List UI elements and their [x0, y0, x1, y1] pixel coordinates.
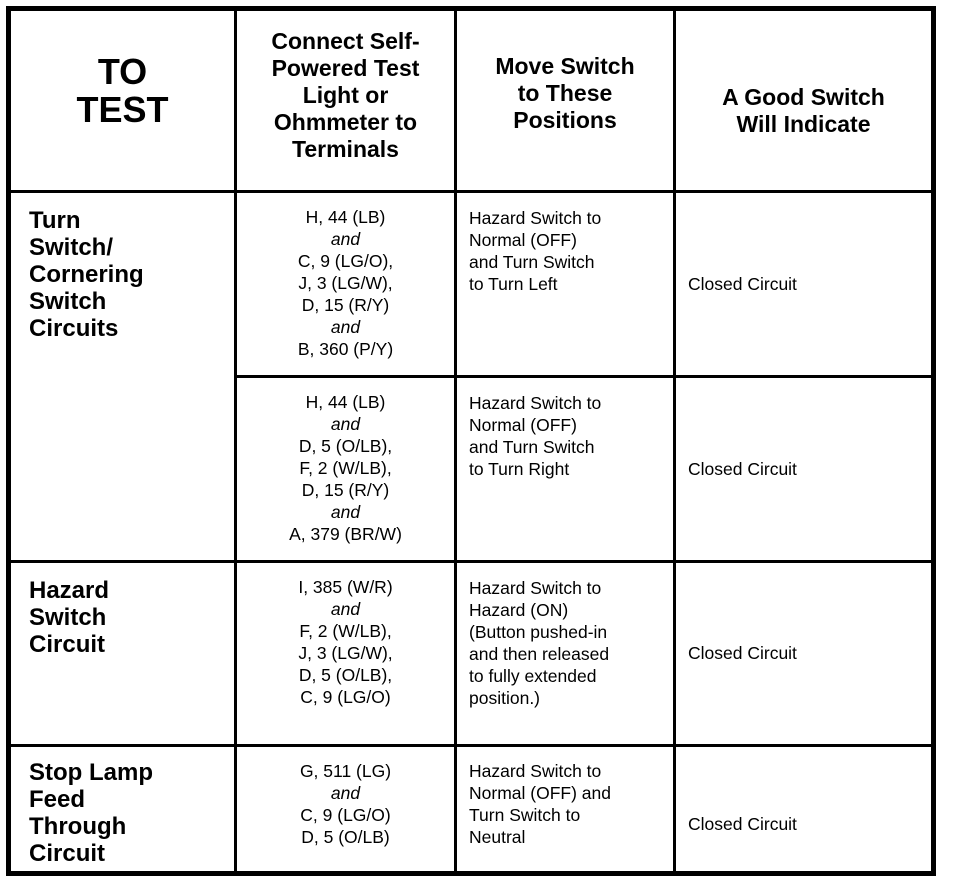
terminal-line: and: [330, 599, 361, 619]
terminals-cell: [237, 378, 454, 560]
position-line: Hazard (ON): [469, 600, 569, 620]
result-text: Closed Circuit: [688, 458, 797, 479]
result-cell: [676, 747, 931, 871]
header-connect: [237, 11, 454, 190]
header-move-switch: [457, 11, 673, 190]
terminal-line: D, 15 (R/Y): [301, 480, 390, 500]
header-line: to These: [517, 80, 613, 106]
position-line: to fully extended: [469, 666, 597, 686]
terminal-line: and: [330, 502, 361, 522]
test-label-line: Stop Lamp: [29, 759, 153, 786]
result-text: Closed Circuit: [688, 273, 797, 294]
terminal-line: J, 3 (LG/W),: [298, 643, 393, 663]
terminal-line: B, 360 (P/Y): [297, 339, 394, 359]
position-line: Neutral: [469, 827, 526, 847]
positions-cell: [457, 378, 673, 560]
terminal-line: C, 9 (LG/O): [300, 805, 391, 825]
positions-cell: [457, 747, 673, 871]
header-line: A Good Switch: [722, 83, 885, 110]
position-line: and then released: [469, 644, 610, 664]
position-line: to Turn Right: [469, 459, 570, 479]
position-line: Hazard Switch to: [469, 761, 602, 781]
header-line: Ohmmeter to: [273, 109, 418, 135]
header-line: Move Switch: [495, 53, 635, 79]
position-line: Hazard Switch to: [469, 393, 602, 413]
terminal-line: C, 9 (LG/O),: [297, 251, 394, 271]
terminal-line: D, 5 (O/LB): [301, 827, 390, 847]
result-cell: [676, 378, 931, 560]
terminals-cell: [237, 747, 454, 871]
terminals-cell: [237, 193, 454, 375]
position-line: Hazard Switch to: [469, 208, 602, 228]
test-label-line: Circuits: [29, 315, 119, 342]
terminal-line: I, 385 (W/R): [298, 577, 393, 597]
terminal-line: J, 3 (LG/W),: [298, 273, 393, 293]
terminal-line: C, 9 (LG/O): [300, 687, 391, 707]
switch-test-table: [6, 6, 936, 876]
header-line: Light or: [302, 82, 389, 108]
terminal-line: and: [330, 229, 361, 249]
header-line: Will Indicate: [736, 110, 871, 137]
test-label-hazard-switch: [11, 563, 234, 744]
test-label-line: Switch: [29, 604, 107, 631]
header-line: TEST: [76, 88, 169, 130]
position-line: Turn Switch to: [469, 805, 581, 825]
result-cell: [676, 193, 931, 375]
terminal-line: D, 5 (O/LB),: [298, 436, 393, 456]
test-label-line: Switch/: [29, 234, 114, 261]
position-line: Normal (OFF): [469, 415, 577, 435]
header-line: Powered Test: [271, 55, 420, 81]
terminal-line: A, 379 (BR/W): [289, 524, 402, 544]
header-good-switch: [676, 11, 931, 190]
header-line: Connect Self-: [271, 28, 420, 54]
positions-cell: [457, 193, 673, 375]
result-text: Closed Circuit: [688, 813, 797, 834]
terminal-line: and: [330, 783, 361, 803]
positions-cell: [457, 563, 673, 744]
position-line: and Turn Switch: [469, 252, 595, 272]
position-line: to Turn Left: [469, 274, 558, 294]
terminals-cell: [237, 563, 454, 744]
test-label-turn-switch: [11, 193, 234, 560]
position-line: (Button pushed-in: [469, 622, 608, 642]
test-label-line: Switch: [29, 288, 107, 315]
test-label-line: Circuit: [29, 840, 106, 867]
header-to-test: [11, 11, 234, 190]
position-line: Normal (OFF): [469, 230, 577, 250]
terminal-line: F, 2 (W/LB),: [299, 621, 392, 641]
test-label-line: Hazard: [29, 577, 110, 604]
terminal-line: G, 511 (LG): [299, 761, 392, 781]
terminal-line: H, 44 (LB): [305, 207, 386, 227]
result-cell: [676, 563, 931, 744]
test-label-stop-lamp: [11, 747, 234, 871]
terminal-line: and: [330, 317, 361, 337]
terminal-line: D, 15 (R/Y): [301, 295, 390, 315]
test-label-line: Turn: [29, 207, 81, 234]
terminal-line: F, 2 (W/LB),: [299, 458, 392, 478]
header-line: Positions: [513, 107, 617, 133]
position-line: Hazard Switch to: [469, 578, 602, 598]
test-label-line: Cornering: [29, 261, 144, 288]
position-line: Normal (OFF) and: [469, 783, 611, 803]
test-label-line: Through: [29, 813, 127, 840]
position-line: position.): [469, 688, 541, 708]
result-text: Closed Circuit: [688, 643, 797, 663]
test-label-line: Circuit: [29, 631, 106, 658]
terminal-line: and: [330, 414, 361, 434]
terminal-line: D, 5 (O/LB),: [298, 665, 393, 685]
header-line: Terminals: [292, 136, 399, 162]
terminal-line: H, 44 (LB): [305, 392, 386, 412]
header-line: TO: [97, 50, 148, 92]
test-label-line: Feed: [29, 786, 86, 813]
position-line: and Turn Switch: [469, 437, 595, 457]
